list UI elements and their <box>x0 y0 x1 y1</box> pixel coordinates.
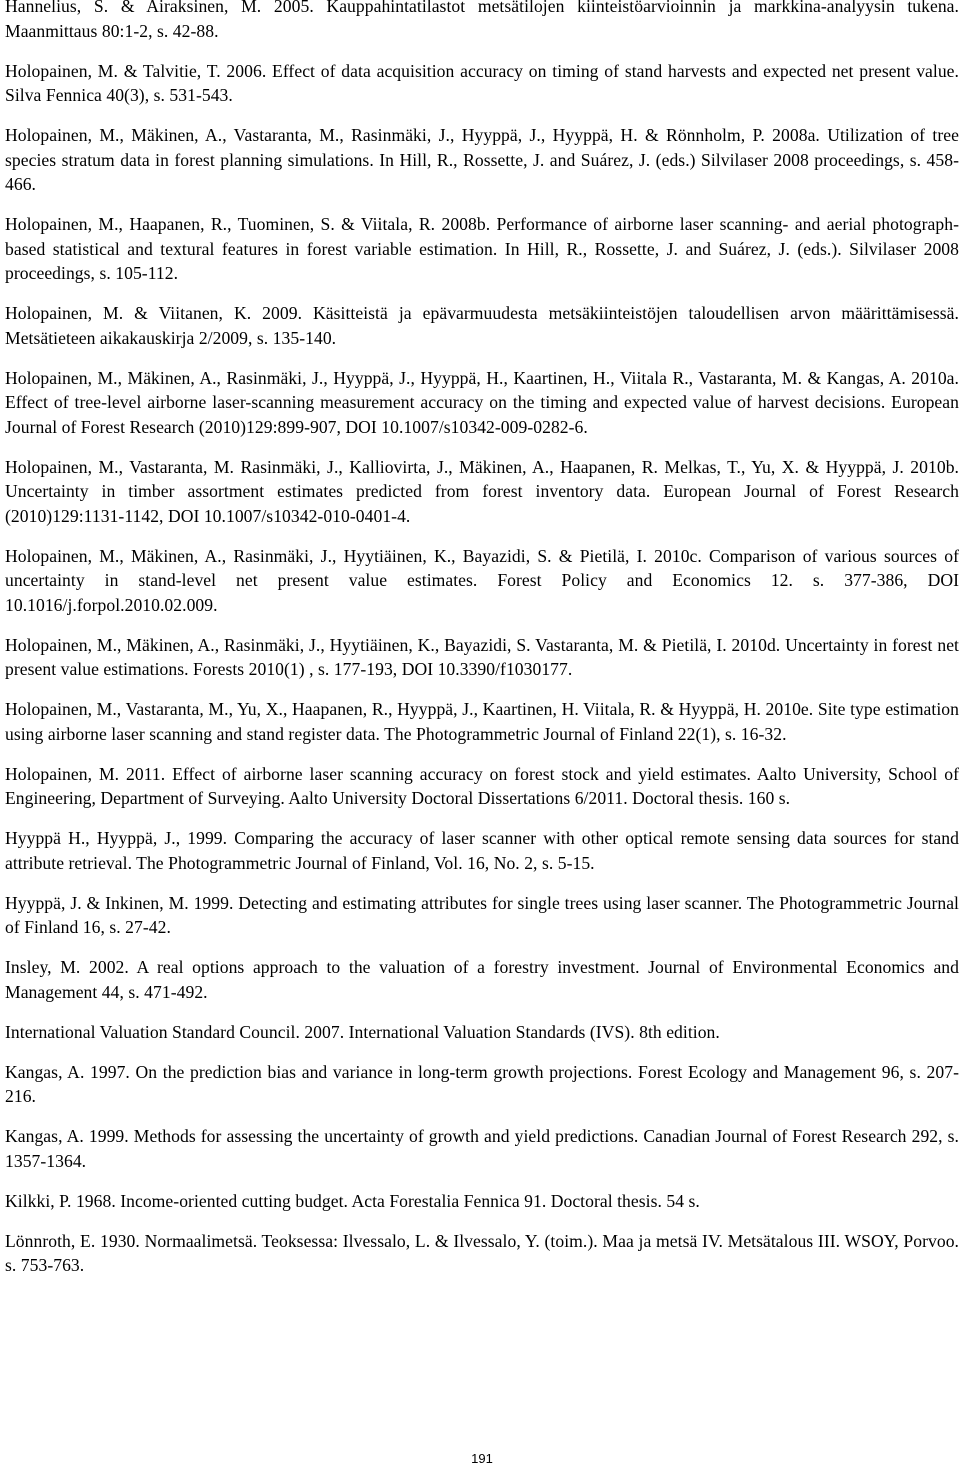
reference-entry: Kangas, A. 1997. On the prediction bias and variance in long-term growth projections. Forest Ecology and Management 96, s. 207-216. <box>5 1061 959 1106</box>
reference-entry: Holopainen, M., Mäkinen, A., Vastaranta, M., Rasinmäki, J., Hyyppä, J., Hyyppä, H. & Rönnholm, P. 2008a. Utilization of tree species stratum data in forest planning simulations. In Hill, R., Rossette, J. and Suárez, J. (eds.) Silvilaser 2008 proceedings, s. 458-466. <box>5 125 959 194</box>
reference-entry: Holopainen, M., Haapanen, R., Tuominen, S. & Viitala, R. 2008b. Performance of airborne laser scanning- and aerial photograph-based statistical and textural features in forest variable estimation. In Hill, R., Rossette, J. and Suárez, J. (eds.). Silvilaser 2008 proceedings, s. 105-112. <box>5 214 959 283</box>
page-number: 191 <box>471 1451 493 1466</box>
reference-entry: Holopainen, M., Mäkinen, A., Rasinmäki, J., Hyyppä, J., Hyyppä, H., Kaartinen, H., Viitala R., Vastaranta, M. & Kangas, A. 2010a. Effect of tree-level airborne laser-scanning measurement accuracy on the timing and expected value of harvest decisions. European Journal of Forest Research (2010)129:899-907, DOI 10.1007/s10342-009-0282-6. <box>5 367 959 437</box>
reference-entry: Holopainen, M. & Talvitie, T. 2006. Effect of data acquisition accuracy on timing of stand harvests and expected net present value. Silva Fennica 40(3), s. 531-543. <box>5 60 959 105</box>
reference-entry: Holopainen, M., Mäkinen, A., Rasinmäki, J., Hyytiäinen, K., Bayazidi, S. Vastaranta, M. & Pietilä, I. 2010d. Uncertainty in forest net present value estimations. Forests 2010(1) , s. 177-193, DOI 10.3390/f1030177. <box>5 634 959 679</box>
reference-list <box>5 0 959 1293</box>
reference-entry: International Valuation Standard Council. 2007. International Valuation Standards (IVS). 8th edition. <box>5 1021 720 1042</box>
reference-entry: Hyyppä H., Hyyppä, J., 1999. Comparing the accuracy of laser scanner with other optical remote sensing data sources for stand attribute retrieval. The Photogrammetric Journal of Finland, Vol. 16, No. 2, s. 5-15. <box>5 828 959 873</box>
reference-entry: Hyyppä, J. & Inkinen, M. 1999. Detecting and estimating attributes for single trees using laser scanner. The Photogrammetric Journal of Finland 16, s. 27-42. <box>5 892 959 937</box>
reference-entry: Kilkki, P. 1968. Income-oriented cutting budget. Acta Forestalia Fennica 91. Doctoral thesis. 54 s. <box>5 1190 700 1211</box>
reference-entry: Holopainen, M., Vastaranta, M. Rasinmäki, J., Kalliovirta, J., Mäkinen, A., Haapanen, R. Melkas, T., Yu, X. & Hyyppä, J. 2010b. Uncertainty in timber assortment estimates predicted from forest inventory data. European Journal of Forest Research (2010)129:1131-1142, DOI 10.1007/s10342-010-0401-4. <box>5 456 959 526</box>
reference-entry: Holopainen, M., Vastaranta, M., Yu, X., Haapanen, R., Hyyppä, J., Kaartinen, H. Viitala, R. & Hyyppä, H. 2010e. Site type estimation using airborne laser scanning and stand register data. The Photogrammetric Journal of Finland 22(1), s. 16-32. <box>5 699 959 744</box>
reference-entry: Holopainen, M. & Viitanen, K. 2009. Käsitteistä ja epävarmuudesta metsäkiinteistöjen taloudellisen arvon määrittämisessä. Metsätieteen aikakauskirja 2/2009, s. 135-140. <box>5 303 959 348</box>
reference-entry: Lönnroth, E. 1930. Normaalimetsä. Teoksessa: Ilvessalo, L. & Ilvessalo, Y. (toim.). Maa ja metsä IV. Metsätalous III. WSOY, Porvoo. s. 753-763. <box>5 1230 959 1275</box>
reference-entry: Hannelius, S. & Airaksinen, M. 2005. Kauppahintatilastot metsätilojen kiinteistöarvioinnin ja markkina-analyysin tukena. Maanmittaus 80:1-2, s. 42-88. <box>5 0 959 41</box>
reference-entry: Holopainen, M. 2011. Effect of airborne laser scanning accuracy on forest stock and yield estimates. Aalto University, School of Engineering, Department of Surveying. Aalto University Doctoral Dissertations 6/2011. Doctoral thesis. 160 s. <box>5 763 959 808</box>
reference-entry: Kangas, A. 1999. Methods for assessing the uncertainty of growth and yield predictions. Canadian Journal of Forest Research 292, s. 1357-1364. <box>5 1126 959 1171</box>
reference-entry: Insley, M. 2002. A real options approach to the valuation of a forestry investment. Journal of Environmental Economics and Management 44, s. 471-492. <box>5 957 959 1002</box>
reference-entry: Holopainen, M., Mäkinen, A., Rasinmäki, J., Hyytiäinen, K., Bayazidi, S. & Pietilä, I. 2010c. Comparison of various sources of uncertainty in stand-level net present value estimates. Forest Policy and Economics 12. s. 377-386, DOI 10.1016/j.forpol.2010.02.009. <box>5 545 959 615</box>
document-page <box>5 0 959 1467</box>
